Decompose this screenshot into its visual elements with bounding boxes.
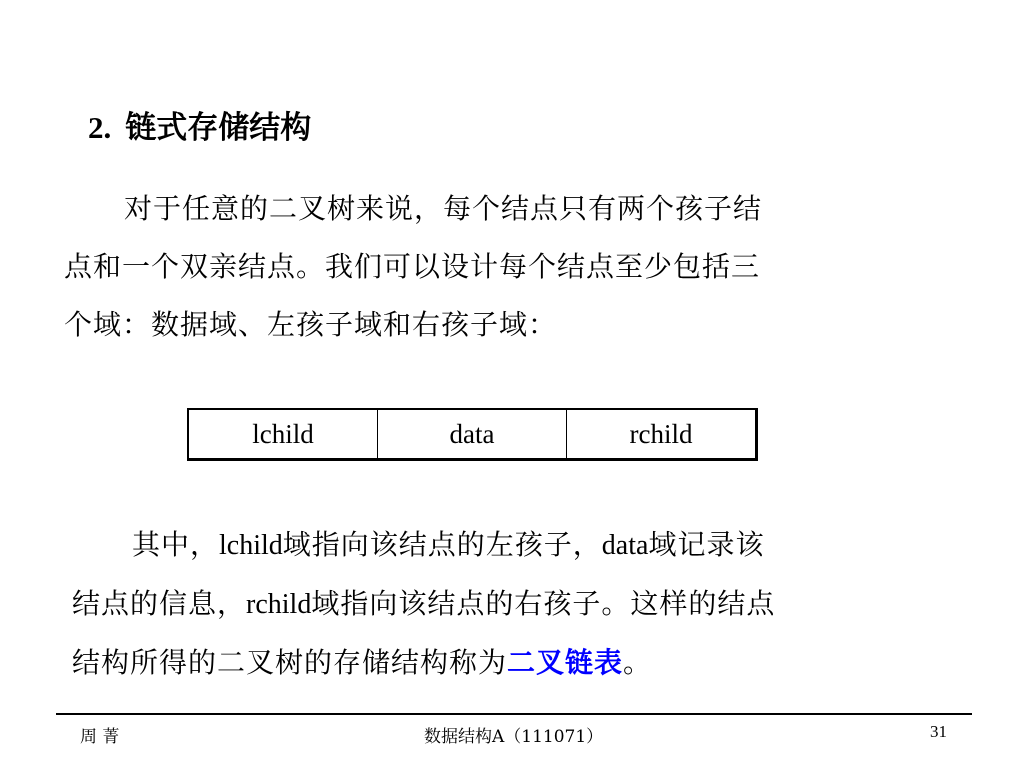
node-field-lchild: lchild bbox=[188, 409, 378, 460]
node-field-rchild: rchild bbox=[629, 418, 693, 449]
explanation-text: 域记录该 bbox=[648, 528, 765, 561]
explanation-text: 域指向该结点的左孩子， bbox=[282, 528, 602, 561]
intro-line-1: 对于任意的二叉树来说，每个结点只有两个孩子结 bbox=[124, 192, 763, 225]
footer-author: 周 菁 bbox=[80, 727, 120, 747]
node-field-data: data bbox=[378, 409, 567, 460]
section-number: 2. bbox=[88, 110, 112, 145]
term-lchild: lchild bbox=[219, 530, 283, 561]
footer-divider bbox=[56, 713, 972, 715]
section-heading bbox=[88, 102, 311, 147]
explanation-text: 域指向该结点的右孩子。这样的结点 bbox=[311, 587, 776, 620]
explanation-paragraph bbox=[72, 516, 968, 692]
term-data: data bbox=[601, 530, 649, 561]
explanation-text: 。 bbox=[623, 646, 653, 679]
explanation-line-1 bbox=[72, 516, 968, 575]
node-structure-table bbox=[187, 408, 758, 461]
explanation-text: 结构所得的二叉树的存储结构称为 bbox=[72, 646, 508, 679]
intro-paragraph bbox=[64, 180, 952, 354]
explanation-text: 其中， bbox=[132, 528, 220, 561]
explanation-line-2 bbox=[72, 575, 968, 634]
footer-page-number: 31 bbox=[930, 722, 947, 741]
intro-line-2: 点和一个双亲结点。我们可以设计每个结点至少包括三 bbox=[64, 250, 761, 283]
explanation-text: 结点的信息， bbox=[72, 587, 247, 620]
section-title: 链式存储结构 bbox=[125, 110, 312, 146]
highlight-term-binary-linked-list: 二叉链表 bbox=[507, 646, 624, 679]
node-structure-row bbox=[188, 409, 757, 460]
term-rchild: rchild bbox=[246, 589, 312, 620]
intro-line-3: 个域：数据域、左孩子域和右孩子域： bbox=[64, 308, 558, 341]
footer-course: 数据结构A（111071） bbox=[424, 727, 604, 747]
explanation-line-3 bbox=[72, 634, 968, 692]
